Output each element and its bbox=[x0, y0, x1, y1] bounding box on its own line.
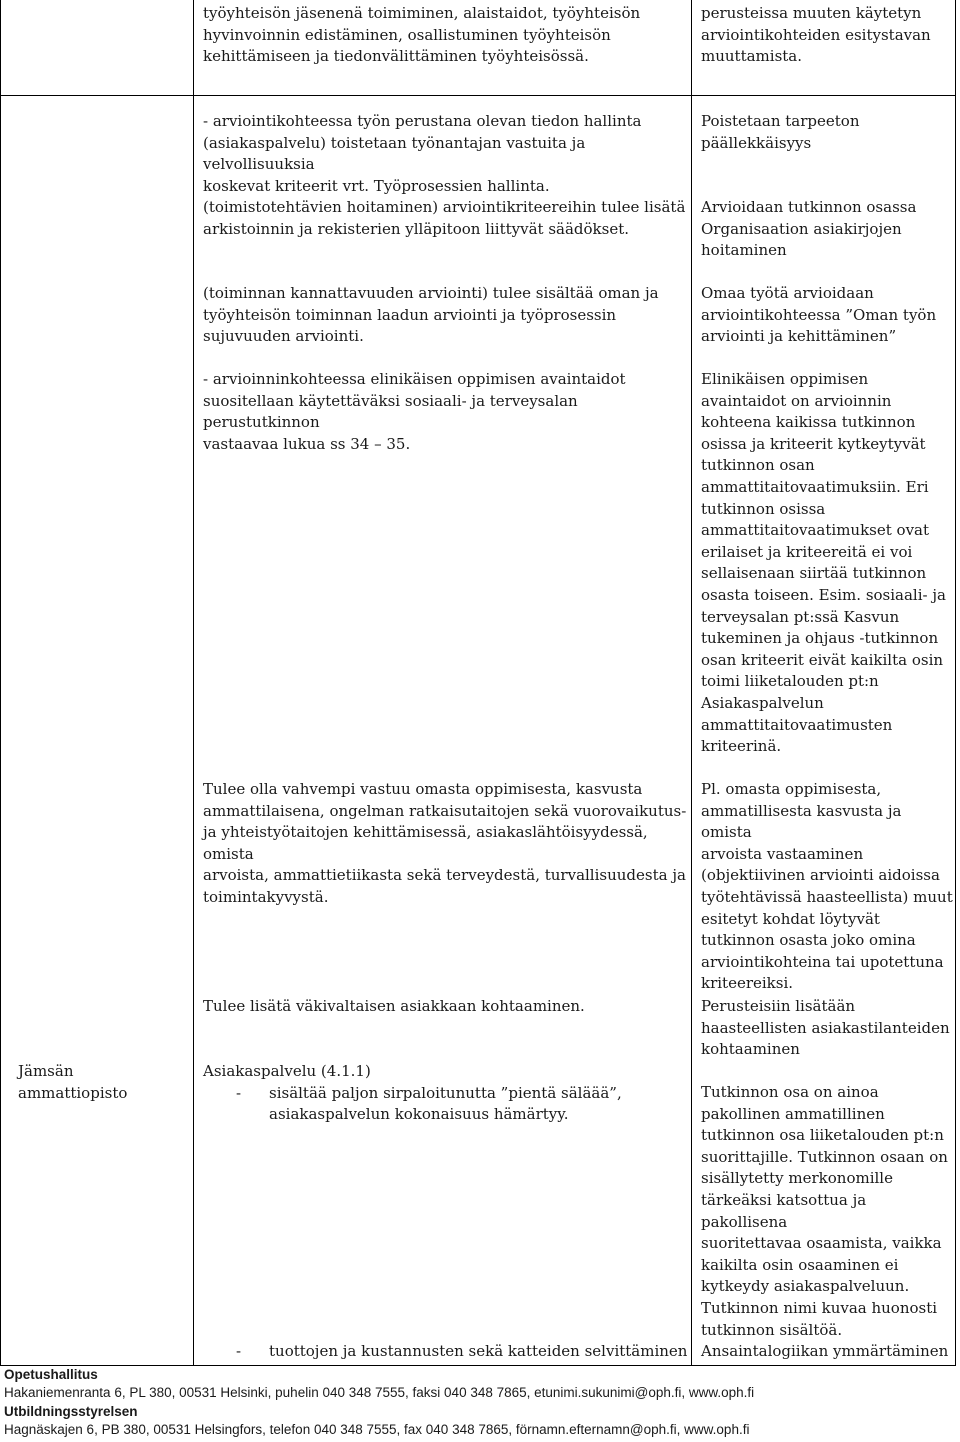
text-line: pakollinen ammatillinen bbox=[701, 1104, 885, 1123]
text-line: erilaiset ja kriteereitä ei voi bbox=[701, 542, 913, 561]
middle-paragraph-1 bbox=[203, 111, 689, 197]
text-line: ammattilaisena, ongelman ratkaisutaitojen sekä vuorovaikutus- bbox=[203, 801, 687, 820]
table-border-right bbox=[955, 0, 956, 1366]
text-line: kriteerinä. bbox=[701, 737, 782, 756]
text-line: kehittämiseen ja tiedonvälittäminen työyhteisössä. bbox=[203, 47, 589, 66]
text-line: tuottojen ja kustannusten sekä katteiden selvittäminen bbox=[269, 1342, 688, 1360]
text-line: (toimistotehtävien hoitaminen) arviointikriteereihin tulee lisätä bbox=[203, 198, 686, 216]
text-line: tutkinnon osissa bbox=[701, 499, 826, 518]
list-marker: - bbox=[236, 1083, 242, 1102]
text-line: Tulee olla vahvempi vastuu omasta oppimisesta, kasvusta bbox=[203, 780, 643, 798]
text-line: Poistetaan tarpeeton bbox=[701, 112, 860, 130]
institution-name bbox=[18, 1061, 188, 1104]
text-line: arviointi ja kehittäminen” bbox=[701, 327, 897, 346]
text-line: sujuvuuden arviointi. bbox=[203, 327, 364, 346]
text-line: tutkinnon osasta joko omina bbox=[701, 931, 916, 950]
text-line: sisällytetty merkonomille bbox=[701, 1169, 893, 1188]
text-line: Tutkinnon nimi kuvaa huonosti bbox=[701, 1298, 938, 1317]
text-line: Organisaation asiakirjojen bbox=[701, 219, 902, 238]
text-line: koskevat kriteerit vrt. Työprosessien hallinta. bbox=[203, 176, 550, 195]
text-line: arviointikohteessa ”Oman työn bbox=[701, 305, 937, 324]
text-line: suoritettavaa osaamista, vaikka bbox=[701, 1234, 942, 1253]
middle-paragraph-7 bbox=[203, 1061, 689, 1126]
text-line: Elinikäisen oppimisen bbox=[701, 370, 869, 388]
text-line: toimi liiketalouden pt:n bbox=[701, 672, 879, 691]
table-row-divider bbox=[0, 95, 956, 96]
top-right-cell bbox=[701, 3, 951, 68]
middle-paragraph-2 bbox=[203, 197, 689, 240]
text-line: vastaavaa lukua ss 34 – 35. bbox=[203, 434, 411, 453]
text-line: ammattitaitovaatimukset ovat bbox=[701, 521, 930, 540]
text-line: arkistoinnin ja rekisterien ylläpitoon liittyvät säädökset. bbox=[203, 219, 630, 238]
right-paragraph-6 bbox=[701, 996, 953, 1061]
text-line: sellaisenaan siirtää tutkinnon bbox=[701, 564, 927, 583]
text-line: hyvinvoinnin edistäminen, osallistuminen työyhteisön bbox=[203, 25, 611, 44]
middle-paragraph-4 bbox=[203, 369, 689, 455]
text-line: Asiakaspalvelun bbox=[701, 693, 824, 712]
text-line: esitetyt kohdat löytyvät bbox=[701, 909, 880, 928]
text-line: arviointikohteina tai upotettuna bbox=[701, 952, 944, 971]
text-line: työtehtävissä haasteellista) muut bbox=[701, 887, 953, 906]
text-line: osissa ja kriteerit kytkeytyvät bbox=[701, 434, 926, 453]
text-line: osasta toiseen. Esim. sosiaali- ja bbox=[701, 585, 946, 604]
text-line: työyhteisön jäsenenä toimiminen, alaistaidot, työyhteisön bbox=[203, 4, 641, 22]
text-line: ammattitaitovaatimusten bbox=[701, 715, 893, 734]
text-line: kohtaaminen bbox=[701, 1040, 800, 1059]
text-line: arviointikohteiden esitystavan bbox=[701, 25, 931, 44]
text-line: asiakaspalvelun kokonaisuus hämärtyy. bbox=[269, 1105, 569, 1124]
right-paragraph-4 bbox=[701, 369, 953, 758]
text-line: perusteissa muuten käytetyn bbox=[701, 4, 922, 22]
text-line: (asiakaspalvelu) toistetaan työnantajan vastuita ja velvollisuuksia bbox=[203, 133, 586, 174]
middle-paragraph-3 bbox=[203, 283, 689, 348]
middle-paragraph-8 bbox=[203, 1341, 689, 1363]
list-item bbox=[203, 1341, 689, 1363]
text-line: hoitaminen bbox=[701, 241, 787, 260]
text-line: (toiminnan kannattavuuden arviointi) tulee sisältää oman ja bbox=[203, 284, 659, 302]
footer-org-fi: Opetushallitus bbox=[4, 1367, 98, 1382]
text-line: ammatillisesta kasvusta ja omista bbox=[701, 801, 902, 842]
right-paragraph-8 bbox=[701, 1341, 953, 1363]
middle-paragraph-5 bbox=[203, 779, 689, 909]
right-paragraph-7 bbox=[701, 1082, 953, 1341]
text-line: muuttamista. bbox=[701, 47, 803, 66]
right-paragraph-3 bbox=[701, 283, 953, 348]
right-paragraph-5 bbox=[701, 779, 953, 995]
text-line: Perusteisiin lisätään bbox=[701, 997, 856, 1015]
text-line: kytkeydy asiakaspalveluun. bbox=[701, 1277, 910, 1296]
table-border-left bbox=[0, 0, 1, 1366]
table-border-col2 bbox=[691, 0, 692, 1366]
footer-org-sv: Utbildningsstyrelsen bbox=[4, 1403, 138, 1419]
text-line: ammattitaitovaatimuksiin. Eri bbox=[701, 477, 929, 496]
text-line: tutkinnon osa liiketalouden pt:n bbox=[701, 1126, 944, 1145]
text-line: ja yhteistyötaitojen kehittämisessä, asiakaslähtöisyydessä, omista bbox=[203, 823, 648, 863]
text-line: tutkinnon sisältöä. bbox=[701, 1320, 843, 1339]
text-line: Pl. omasta oppimisesta, bbox=[701, 780, 882, 798]
text-line: avaintaidot on arvioinnin bbox=[701, 391, 892, 410]
text-line: päällekkäisyys bbox=[701, 133, 812, 152]
text-line: osan kriteerit eivät kaikilta osin bbox=[701, 650, 944, 669]
table-border-col1 bbox=[193, 0, 194, 1366]
text-line: (objektiivinen arviointi aidoissa bbox=[701, 866, 940, 885]
text-line: Arvioidaan tutkinnon osassa bbox=[701, 198, 917, 216]
text-line: arvoista vastaaminen bbox=[701, 844, 864, 863]
text-line: Jämsän bbox=[18, 1062, 74, 1080]
text-line: haasteellisten asiakastilanteiden bbox=[701, 1018, 950, 1037]
text-line: työyhteisön toiminnan laadun arviointi ja työprosessin bbox=[203, 305, 617, 324]
top-middle-cell bbox=[203, 3, 683, 68]
list-marker: - bbox=[236, 1342, 242, 1360]
footer-address-sv: Hagnäskajen 6, PB 380, 00531 Helsingfors, telefon 040 348 7555, fax 040 348 7865, förnamn.efternamn@oph.fi, www.oph.fi bbox=[4, 1422, 750, 1438]
right-paragraph-2 bbox=[701, 197, 953, 262]
text-line: terveysalan pt:ssä Kasvun bbox=[701, 607, 900, 626]
text-line: Ansaintalogiikan ymmärtäminen bbox=[701, 1342, 949, 1360]
text-line: suorittajille. Tutkinnon osaan on bbox=[701, 1147, 948, 1166]
text-line: Tulee lisätä väkivaltaisen asiakkaan kohtaaminen. bbox=[203, 997, 585, 1015]
text-line: ammattiopisto bbox=[18, 1083, 128, 1102]
text-line: tärkeäksi katsottua ja pakollisena bbox=[701, 1190, 867, 1231]
text-line: tukeminen ja ohjaus -tutkinnon bbox=[701, 629, 939, 648]
text-line: kriteereiksi. bbox=[701, 974, 794, 993]
text-line: sisältää paljon sirpaloitunutta ”pientä säläää”, bbox=[269, 1083, 622, 1102]
text-line: Tutkinnon osa on ainoa bbox=[701, 1083, 879, 1101]
footer-address-fi: Hakaniemenranta 6, PL 380, 00531 Helsinki, puhelin 040 348 7555, faksi 040 348 7865, etunimi.sukunimi@oph.fi, www.oph.fi bbox=[4, 1385, 755, 1401]
text-line: - arviointikohteessa työn perustana olevan tiedon hallinta bbox=[203, 112, 642, 130]
text-line: Omaa työtä arvioidaan bbox=[701, 284, 874, 302]
text-line: tutkinnon osan bbox=[701, 456, 815, 475]
list-item-text bbox=[269, 1083, 622, 1126]
text-line: kaikilta osin osaaminen ei bbox=[701, 1255, 899, 1274]
middle-paragraph-6 bbox=[203, 996, 689, 1018]
text-line: arvoista, ammattietiikasta sekä terveydestä, turvallisuudesta ja bbox=[203, 866, 686, 885]
page-footer bbox=[4, 1366, 960, 1440]
list-heading: Asiakaspalvelu (4.1.1) bbox=[203, 1062, 371, 1080]
right-paragraph-1 bbox=[701, 111, 953, 154]
text-line: kohteena kaikissa tutkinnon bbox=[701, 413, 916, 432]
text-line: suositellaan käytettäväksi sosiaali- ja terveysalan perustutkinnon bbox=[203, 391, 578, 432]
list-item bbox=[203, 1083, 689, 1126]
text-line: toimintakyvystä. bbox=[203, 887, 329, 906]
text-line: - arvioinninkohteessa elinikäisen oppimisen avaintaidot bbox=[203, 370, 626, 388]
